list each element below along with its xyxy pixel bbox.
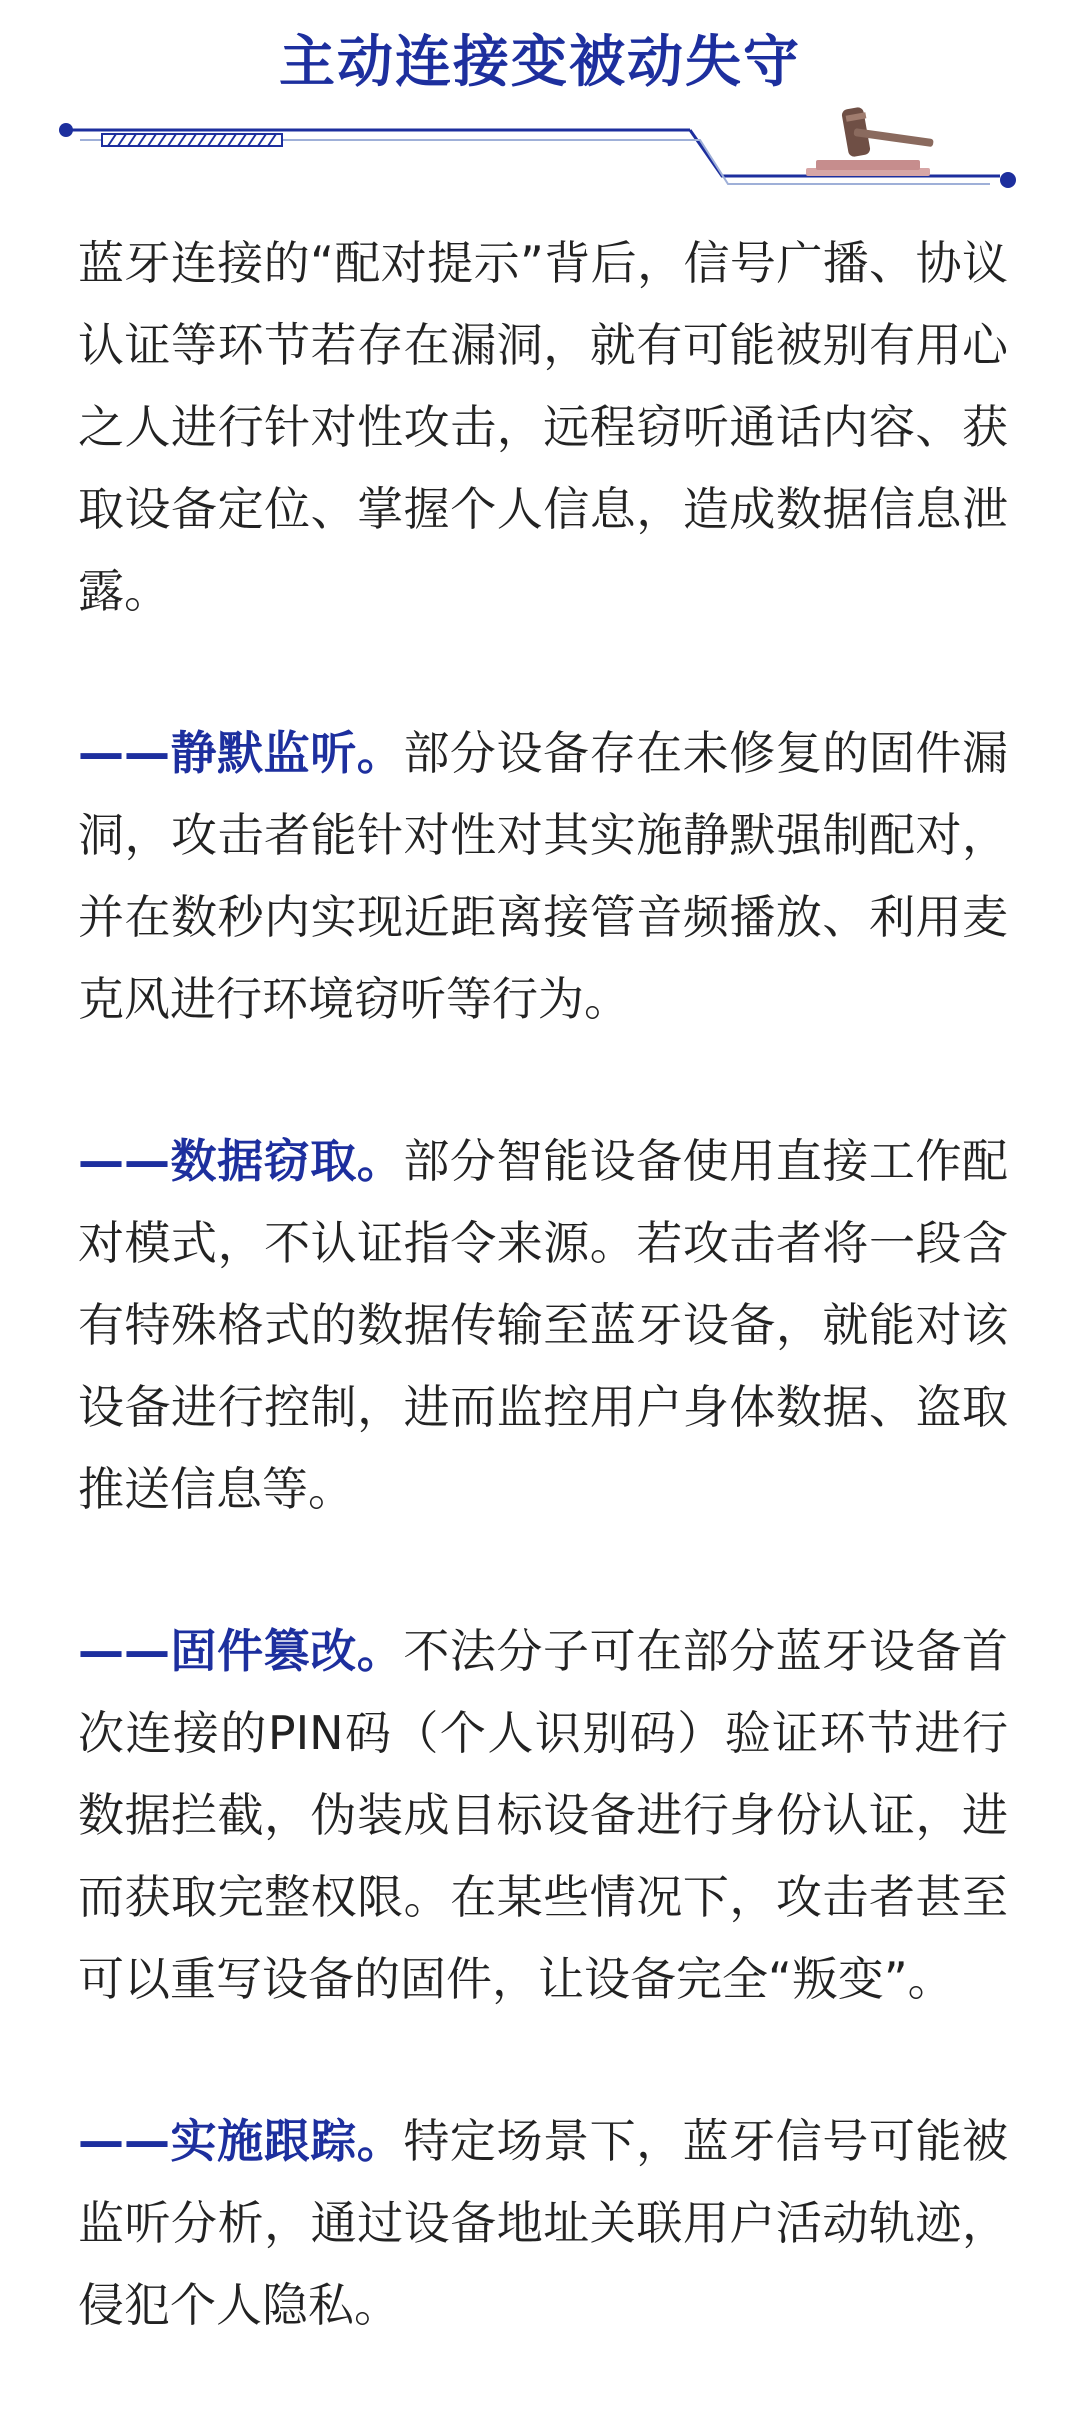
paragraph-silent-listening [78, 712, 1008, 1040]
paragraph-text: 特定场景下，蓝牙信号可能被监听分析，通过设备地址关联用户活动轨迹，侵犯个人隐私。 [78, 2114, 1009, 2332]
paragraph-tracking [78, 2100, 1008, 2346]
paragraph-text: 部分设备存在未修复的固件漏洞，攻击者能针对性对其实施静默强制配对，并在数秒内实现近距离接管音频播放、利用麦克风进行环境窃听等行为。 [78, 726, 1009, 1026]
gavel-icon [806, 106, 934, 176]
paragraph-data-theft [78, 1120, 1008, 1530]
article-body [78, 222, 1008, 2426]
intro-paragraph [78, 222, 1008, 632]
title-divider [0, 100, 1080, 210]
paragraph-text: 蓝牙连接的“配对提示”背后，信号广播、协议认证等环节若存在漏洞，就有可能被别有用心之人进行针对性攻击，远程窃听通话内容、获取设备定位、掌握个人信息，造成数据信息泄露。 [78, 236, 1008, 618]
paragraph-text: 不法分子可在部分蓝牙设备首次连接的PIN码（个人识别码）验证环节进行数据拦截，伪装成目标设备进行身份认证，进而获取完整权限。在某些情况下，攻击者甚至可以重写设备的固件，让设备完全“叛变”。 [78, 1624, 1009, 2006]
paragraph-lead: ——实施跟踪。 [78, 2114, 404, 2168]
paragraph-firmware-tampering [78, 1610, 1008, 2020]
paragraph-lead: ——固件篡改。 [78, 1624, 404, 1678]
paragraph-lead: ——静默监听。 [78, 726, 404, 780]
paragraph-lead: ——数据窃取。 [78, 1134, 404, 1188]
paragraph-text: 部分智能设备使用直接工作配对模式，不认证指令来源。若攻击者将一段含有特殊格式的数据传输至蓝牙设备，就能对该设备进行控制，进而监控用户身体数据、盗取推送信息等。 [78, 1134, 1009, 1516]
section-title: 主动连接变被动失守 [279, 30, 801, 95]
